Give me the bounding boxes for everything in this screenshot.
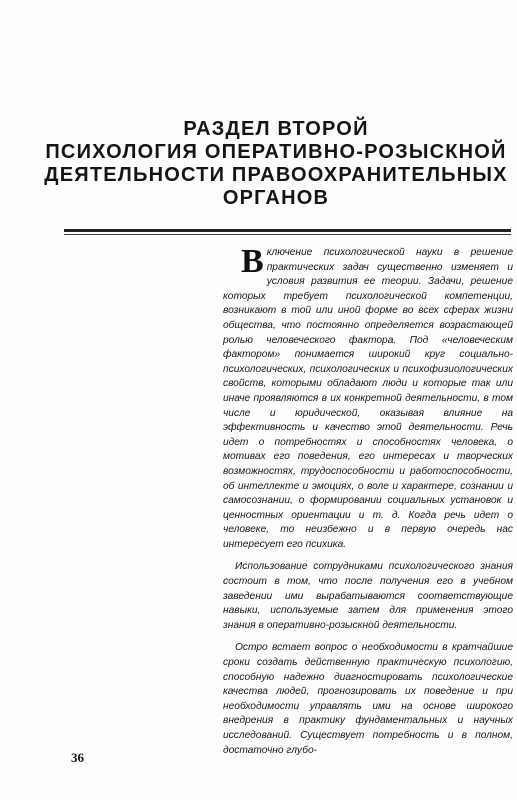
body-text	[223, 243, 513, 766]
drop-cap: В	[241, 243, 264, 280]
heading-rule	[64, 229, 511, 232]
paragraph-3: Остро встает вопрос о необходимости в кратчайшие сроки создать действенную практическую психологию, способную надежно диагностировать психологические качества людей, прогнозировать их поведение и при необходимости управлять ими на основе широкого внедрения в практику фундаментальных и научных исследований. Существует потребность и в полном, достаточно глубо-	[223, 642, 513, 756]
section-heading	[40, 118, 512, 210]
paragraph-2: Использование сотрудниками психологического знания состоит в том, что после получения его в учебном заведении ими вырабатываются соответствующие навыки, используемые затем для применения этого знания в оперативно-розыскной деятельности.	[223, 561, 513, 631]
heading-line-1: РАЗДЕЛ ВТОРОЙ	[183, 118, 369, 140]
paragraph-1	[223, 243, 513, 552]
paragraph-1-text: ключение психологической науки в решение практических задач существенно изменяет и условия развития ее теории. Задачи, решение которых требует психологической компетенции, возникают в той или иной форме во всех сферах жизни общества, что постоянно определяется возрастающей ролью человеческого фактора. Под «человеческим фактором» понимается широкий круг социально-психологических, психологических и психофизиологических свойств, которыми обладают люди и которые так или иначе проявляются в их конкретной деятельности, в том числе и юридической, оказывая влияние на эффективность и качество этой деятельности. Речь идет о потребностях и способностях человека, о мотивах его поведения, его интересах и творческих возможностях, трудоспособности и работоспособности, об интеллекте и эмоциях, о воле и характере, сознании и самосознании, о формировании социальных установок и ценностных ориентации и т. д. Когда речь идет о человеке, то неизбежно и в первую очередь нас интересует его психика.	[223, 247, 513, 550]
heading-line-2: ПСИХОЛОГИЯ ОПЕРАТИВНО-РОЗЫСКНОЙ	[45, 141, 507, 163]
heading-line-4: ОРГАНОВ	[222, 187, 330, 209]
heading-rule-thin	[64, 234, 511, 235]
page-number: 36	[71, 750, 84, 765]
heading-line-3: ДЕЯТЕЛЬНОСТИ ПРАВООХРАНИТЕЛЬНЫХ	[44, 164, 508, 186]
